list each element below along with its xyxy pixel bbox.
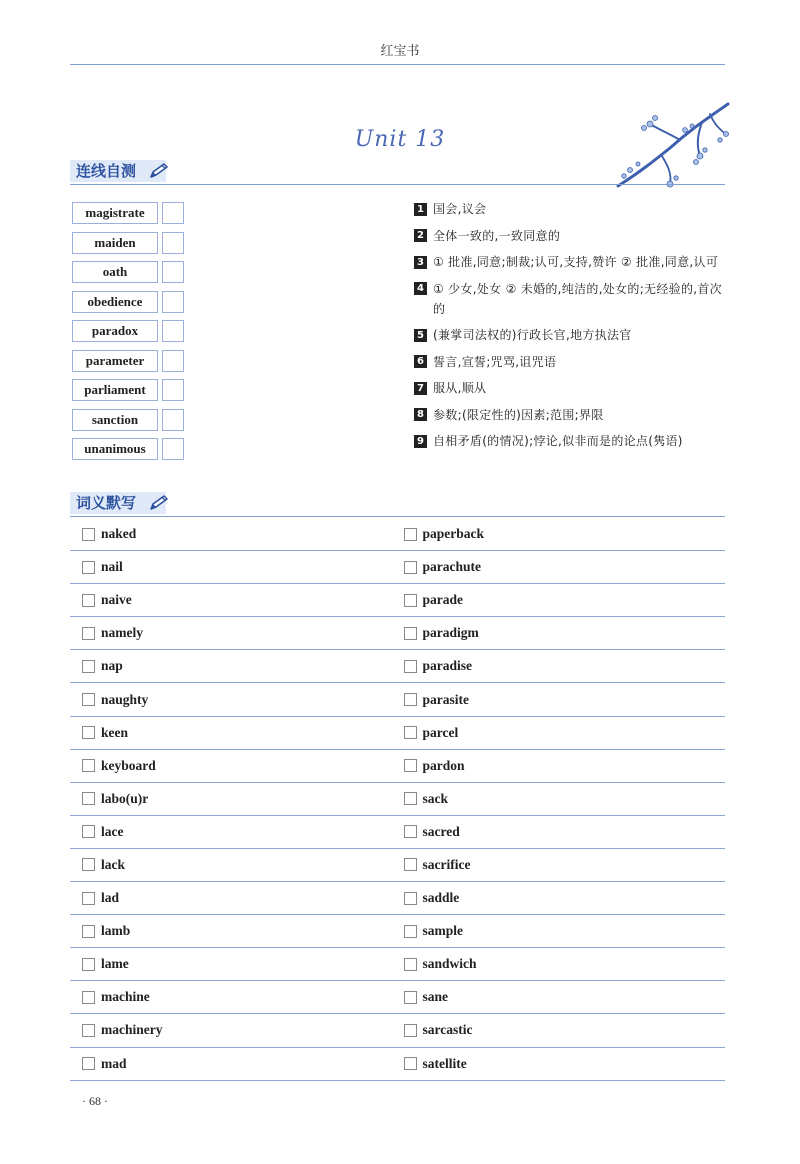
dictation-word: parade [422,592,463,608]
header-rule [70,64,725,65]
checkbox[interactable] [82,792,95,805]
dictation-item-right [404,518,726,550]
checkbox[interactable] [404,892,417,905]
matching-word-list [72,202,184,468]
dictation-row [70,915,725,948]
dictation-word: machinery [101,1022,163,1038]
dictation-item-right [404,683,726,715]
dictation-item-left [70,1048,404,1080]
checkbox[interactable] [404,858,417,871]
dictation-word: parasite [422,691,469,707]
definition-item [414,279,726,319]
definition-item [414,199,726,219]
checkbox[interactable] [82,594,95,607]
definition-text: 自相矛盾(的情况);悖论,似非而是的论点(隽语) [433,434,683,448]
match-word-item [72,438,184,460]
dictation-item-left [70,783,404,815]
dictation-word: lack [101,856,126,872]
match-word: obedience [72,291,158,313]
dictation-word: saddle [422,890,460,906]
definition-number: 6 [414,355,427,368]
dictation-word: sacrifice [422,856,471,872]
dictation-word: keyboard [101,757,156,773]
dictation-word: labo(u)r [101,790,149,806]
dictation-item-left [70,551,404,583]
dictation-item-right [404,551,726,583]
checkbox[interactable] [82,825,95,838]
dictation-word: machine [101,989,150,1005]
definition-number: 2 [414,229,427,242]
checkbox[interactable] [404,958,417,971]
page-header-title: 红宝书 [380,44,420,59]
matching-rule [70,184,725,185]
checkbox[interactable] [82,925,95,938]
dictation-item-right [404,717,726,749]
dictation-row [70,1048,725,1081]
match-word: paradox [72,320,158,342]
dictation-word: naughty [101,691,149,707]
match-answer-box[interactable] [162,350,184,372]
dictation-item-left [70,683,404,715]
definition-item [414,252,726,272]
checkbox[interactable] [404,1057,417,1070]
unit-title: Unit 13 [354,127,446,152]
definition-item [414,226,726,246]
dictation-row [70,948,725,981]
dictation-item-right [404,617,726,649]
match-answer-box[interactable] [162,291,184,313]
dictation-word: lad [101,890,120,906]
checkbox[interactable] [82,892,95,905]
checkbox[interactable] [82,693,95,706]
checkbox[interactable] [404,1024,417,1037]
dictation-item-right [404,650,726,682]
dictation-word: sacred [422,823,460,839]
dictation-item-right [404,783,726,815]
dictation-word: lame [101,956,129,972]
dictation-word: lamb [101,923,131,939]
dictation-word: nail [101,559,123,575]
match-answer-box[interactable] [162,379,184,401]
match-word: magistrate [72,202,158,224]
checkbox[interactable] [82,1057,95,1070]
match-word: sanction [72,409,158,431]
dictation-word: pardon [422,757,465,773]
dictation-row [70,816,725,849]
definition-text: 国会,议会 [433,202,487,216]
checkbox[interactable] [82,726,95,739]
definition-text: ① 批准,同意;制裁;认可,支持,赞许 ② 批准,同意,认可 [433,255,719,269]
checkbox[interactable] [404,528,417,541]
matching-section-header [70,160,725,186]
dictation-item-left [70,1014,404,1046]
dictation-row [70,783,725,816]
definition-number: 1 [414,203,427,216]
pencil-icon [148,162,170,180]
dictation-item-left [70,584,404,616]
dictation-item-left [70,849,404,881]
dictation-item-right [404,882,726,914]
dictation-word: lace [101,823,124,839]
match-word-item [72,320,184,342]
match-word: parliament [72,379,158,401]
dictation-item-right [404,1014,726,1046]
dictation-item-right [404,948,726,980]
checkbox[interactable] [82,759,95,772]
dictation-word: sandwich [422,956,477,972]
dictation-row [70,551,725,584]
checkbox[interactable] [404,726,417,739]
match-word-item [72,202,184,224]
definition-item [414,325,726,345]
definition-item [414,352,726,372]
dictation-word-table [70,518,725,1081]
match-word-item [72,232,184,254]
dictation-item-left [70,948,404,980]
match-word-item [72,379,184,401]
dictation-word: nap [101,658,123,674]
pencil-icon [148,494,170,512]
dictation-item-left [70,816,404,848]
match-word-item [72,409,184,431]
checkbox[interactable] [404,594,417,607]
definition-number: 8 [414,408,427,421]
dictation-rule [70,516,725,517]
match-answer-box[interactable] [162,320,184,342]
dictation-word: paradise [422,658,473,674]
match-word-item [72,291,184,313]
checkbox[interactable] [82,627,95,640]
definition-number: 7 [414,382,427,395]
match-answer-box[interactable] [162,409,184,431]
match-word: oath [72,261,158,283]
dictation-item-right [404,750,726,782]
dictation-item-left [70,981,404,1013]
dictation-word: paperback [422,526,485,542]
match-answer-box[interactable] [162,202,184,224]
checkbox[interactable] [82,958,95,971]
checkbox[interactable] [404,759,417,772]
checkbox[interactable] [82,858,95,871]
checkbox[interactable] [404,792,417,805]
definition-text: 参数;(限定性的)因素;范围;界限 [433,407,604,422]
dictation-row [70,518,725,551]
dictation-row [70,617,725,650]
match-word-item [72,350,184,372]
checkbox[interactable] [404,991,417,1004]
dictation-row [70,981,725,1014]
match-word-item [72,261,184,283]
dictation-item-right [404,915,726,947]
dictation-word: parcel [422,724,459,740]
definition-item [414,431,726,451]
definition-item [414,378,726,398]
dictation-word: naked [101,526,137,542]
dictation-row [70,650,725,683]
dictation-item-left [70,518,404,550]
dictation-row [70,750,725,783]
dictation-row [70,849,725,882]
dictation-word: satellite [422,1055,467,1071]
dictation-item-right [404,1048,726,1080]
checkbox[interactable] [82,1024,95,1037]
match-word: parameter [72,350,158,372]
dictation-item-left [70,617,404,649]
match-answer-box[interactable] [162,261,184,283]
dictation-word: sack [422,790,449,806]
dictation-item-right [404,584,726,616]
dictation-row [70,683,725,716]
dictation-word: mad [101,1055,127,1071]
matching-heading: 连线自测 [70,160,166,182]
match-word: maiden [72,232,158,254]
definition-text: 全体一致的,一致同意的 [433,228,561,243]
dictation-row [70,882,725,915]
dictation-word: sarcastic [422,1022,473,1038]
dictation-item-right [404,849,726,881]
checkbox[interactable] [82,991,95,1004]
page-number: · 68 · [82,1094,108,1108]
dictation-item-right [404,816,726,848]
definition-text: 誓言,宣誓;咒骂,诅咒语 [433,354,557,369]
checkbox[interactable] [82,660,95,673]
definition-text: ① 少女,处女 ② 未婚的,纯洁的,处女的;无经验的,首次的 [433,281,722,316]
dictation-word: paradigm [422,625,479,641]
matching-definition-list [414,199,726,458]
dictation-row [70,584,725,617]
dictation-row [70,717,725,750]
dictation-item-left [70,915,404,947]
checkbox[interactable] [404,693,417,706]
dictation-word: sane [422,989,449,1005]
dictation-heading: 词义默写 [70,492,166,514]
definition-number: 4 [414,282,427,295]
definition-item [414,405,726,425]
checkbox[interactable] [404,561,417,574]
checkbox[interactable] [82,561,95,574]
match-answer-box[interactable] [162,232,184,254]
dictation-word: sample [422,923,463,939]
definition-text: (兼掌司法权的)行政长官,地方执法官 [433,328,632,342]
dictation-row [70,1014,725,1047]
dictation-word: keen [101,724,128,740]
definition-number: 9 [414,435,427,448]
dictation-item-left [70,717,404,749]
dictation-item-left [70,650,404,682]
checkbox[interactable] [404,825,417,838]
dictation-word: naive [101,592,132,608]
definition-number: 3 [414,256,427,269]
checkbox[interactable] [82,528,95,541]
checkbox[interactable] [404,627,417,640]
dictation-item-left [70,882,404,914]
dictation-word: namely [101,625,143,641]
match-answer-box[interactable] [162,438,184,460]
dictation-word: parachute [422,559,481,575]
match-word: unanimous [72,438,158,460]
definition-number: 5 [414,329,427,342]
checkbox[interactable] [404,660,417,673]
dictation-item-right [404,981,726,1013]
dictation-section-header [70,492,725,518]
dictation-item-left [70,750,404,782]
checkbox[interactable] [404,925,417,938]
definition-text: 服从,顺从 [433,381,487,395]
